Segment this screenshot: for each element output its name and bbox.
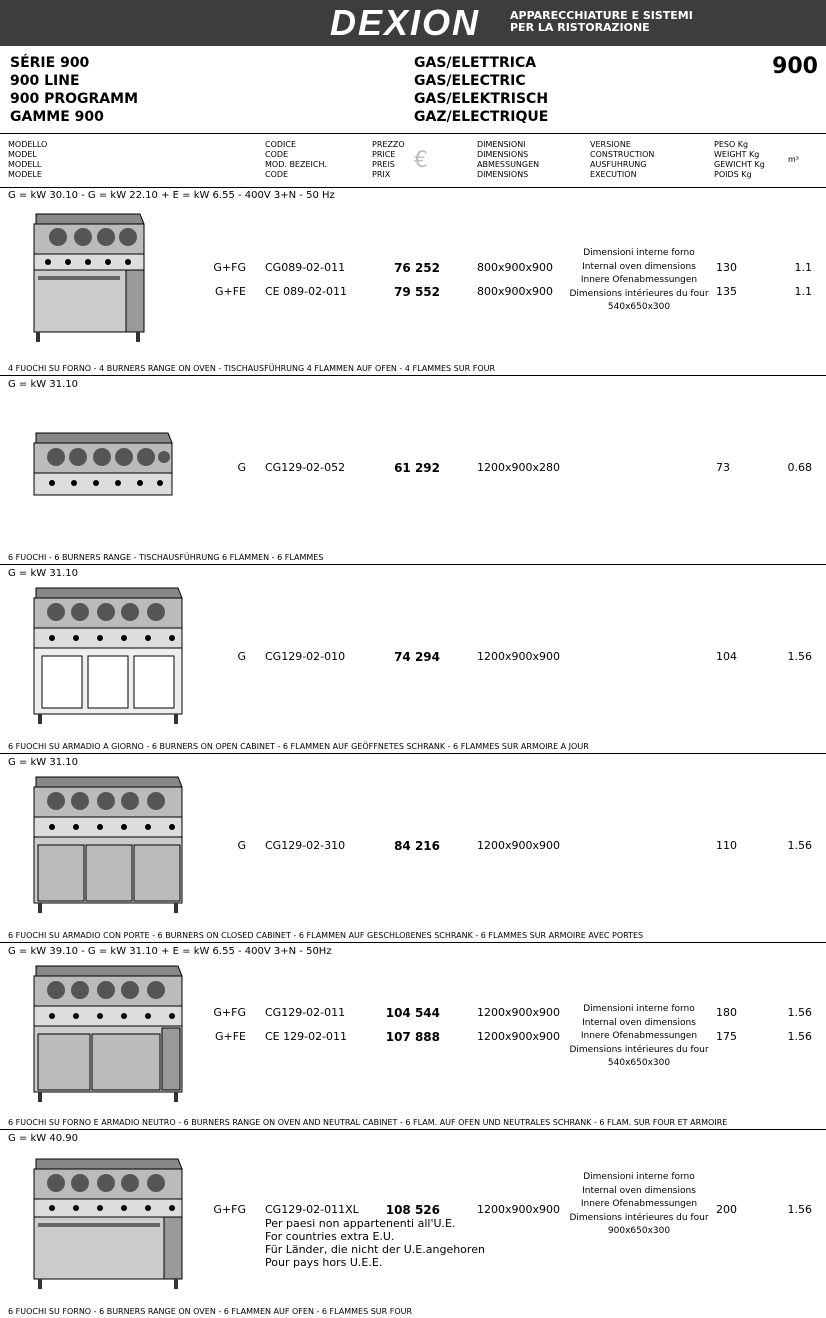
product-code: CG129-02-310 — [265, 839, 346, 852]
product-caption: 6 FUOCHI SU FORNO E ARMADIO NEUTRO - 6 BURNERS RANGE ON OVEN AND NEUTRAL CABINET - 6 FLAM. AUF OFEN UND NEUTRALES SCHRANK - 6 FLAM. SUR FOUR ET ARMOIRE — [8, 1118, 728, 1127]
product-section — [0, 944, 826, 1130]
product-code: CG129-02-011XL — [265, 1203, 359, 1216]
power-type: GAS/ELETTRICA GAS/ELECTRIC GAS/ELEKTRISCH GAZ/ELECTRIQUE — [414, 55, 549, 125]
col-price: PREZZO PRICE PREIS PRIX — [372, 140, 405, 179]
weight: 104 — [716, 650, 737, 663]
product-caption: 6 FUOCHI SU FORNO - 6 BURNERS RANGE ON OVEN - 6 FLAMMEN AUF OFEN - 6 FLAMMES SUR FOUR — [8, 1307, 413, 1316]
version: G — [237, 461, 246, 474]
weight: 110 — [716, 839, 737, 852]
version: G+FE — [214, 285, 246, 298]
version: G+FG — [213, 261, 246, 274]
dimensions: 1200x900x900 — [477, 1203, 561, 1216]
dimensions: 1200x900x900 — [477, 1030, 561, 1043]
power-spec: G = kW 31.10 — [8, 379, 78, 390]
version: G — [237, 839, 246, 852]
volume: 1.56 — [787, 839, 812, 852]
oven-dimensions-note: Dimensioni interne forno Internal oven dimensions Innere Ofenabmessungen Dimensions intérieures du four 540x650x300 — [569, 248, 709, 312]
col-model: MODELLO MODEL MODELL MODELE — [8, 140, 48, 179]
power-spec: G = kW 31.10 — [8, 757, 78, 768]
product-code: CG129-02-052 — [265, 461, 346, 474]
series-names: SÉRIE 900 900 LINE 900 PROGRAMM GAMME 900 — [10, 55, 139, 125]
weight: 73 — [716, 461, 730, 474]
product-section — [0, 1131, 826, 1318]
col-version: VERSIONE CONSTRUCTION AUSFUHRUNG EXECUTION — [590, 140, 655, 179]
product-code: CG089-02-011 — [265, 261, 346, 274]
price: 79 552 — [394, 285, 440, 299]
power-spec: G = kW 39.10 - G = kW 31.10 + E = kW 6.55 - 400V 3+N - 50Hz — [8, 946, 332, 957]
range-top-illustration — [28, 431, 178, 511]
header-divider — [0, 133, 826, 134]
product-section — [0, 755, 826, 943]
brand-banner — [0, 0, 826, 46]
product-code: CE 129-02-011 — [265, 1030, 348, 1043]
dimensions: 1200x900x900 — [477, 650, 561, 663]
weight: 175 — [716, 1030, 737, 1043]
dimensions: 800x900x900 — [477, 285, 554, 298]
dimensions: 1200x900x900 — [477, 1006, 561, 1019]
oven-dimensions-note: Dimensioni interne forno Internal oven dimensions Innere Ofenabmessungen Dimensions intérieures du four 900x650x300 — [569, 1172, 709, 1236]
col-weight: PESO Kg WEIGHT Kg GEWICHT Kg POIDS Kg — [714, 140, 765, 179]
range-open-cabinet-illustration — [28, 586, 188, 726]
range-oven-cabinet-illustration — [28, 964, 188, 1104]
brand-tagline: APPARECCHIATURE E SISTEMI PER LA RISTORAZIONE — [510, 9, 693, 34]
weight: 180 — [716, 1006, 737, 1019]
volume: 1.56 — [787, 650, 812, 663]
version: G+FE — [214, 1030, 246, 1043]
product-section — [0, 188, 826, 376]
weight: 135 — [716, 285, 737, 298]
power-spec: G = kW 30.10 - G = kW 22.10 + E = kW 6.55 - 400V 3+N - 50 Hz — [8, 190, 335, 201]
dimensions: 1200x900x900 — [477, 839, 561, 852]
product-code: CG129-02-011 — [265, 1006, 346, 1019]
product-code: CE 089-02-011 — [265, 285, 348, 298]
price: 76 252 — [394, 261, 440, 275]
power-spec: G = kW 40.90 — [8, 1133, 78, 1144]
product-caption: 6 FUOCHI SU ARMADIO A GIORNO - 6 BURNERS ON OPEN CABINET - 6 FLAMMEN AUF GEÖFFNETES SCHRANK - 6 FLAMMES SUR ARMOIRE A JOUR — [8, 742, 589, 751]
volume: 0.68 — [787, 461, 812, 474]
volume: 1.56 — [787, 1030, 812, 1043]
weight: 200 — [716, 1203, 737, 1216]
volume: 1.1 — [794, 261, 812, 274]
price: 61 292 — [394, 461, 440, 475]
range-closed-cabinet-illustration — [28, 775, 188, 915]
version: G+FG — [213, 1006, 246, 1019]
product-section — [0, 377, 826, 565]
product-caption: 6 FUOCHI - 6 BURNERS RANGE - TISCHAUSFÜHRUNG 6 FLAMMEN - 6 FLAMMES — [8, 553, 324, 562]
col-code: CODICE CODE MOD. BEZEICH. CODE — [265, 140, 327, 179]
price: 104 544 — [385, 1006, 440, 1020]
price: 74 294 — [394, 650, 440, 664]
price: 107 888 — [385, 1030, 440, 1044]
version: G — [237, 650, 246, 663]
price: 108 526 — [385, 1203, 440, 1217]
oven-dimensions-note: Dimensioni interne forno Internal oven dimensions Innere Ofenabmessungen Dimensions intérieures du four 540x650x300 — [569, 1004, 709, 1068]
euro-icon: € — [414, 148, 428, 173]
product-caption: 6 FUOCHI SU ARMADIO CON PORTE - 6 BURNERS ON CLOSED CABINET - 6 FLAMMEN AUF GESCHLOßENES SCHRANK - 6 FLAMMES SUR ARMOIRE AVEC PORTES — [8, 931, 644, 940]
range-large-oven-illustration — [28, 1157, 188, 1291]
version: G+FG — [213, 1203, 246, 1216]
volume: 1.1 — [794, 285, 812, 298]
power-spec: G = kW 31.10 — [8, 568, 78, 579]
brand-logo: DEXION — [330, 2, 481, 43]
volume: 1.56 — [787, 1203, 812, 1216]
range-oven-illustration — [28, 212, 158, 344]
product-code: CG129-02-010 — [265, 650, 346, 663]
col-dimensions: DIMENSIONI DIMENSIONS ABMESSUNGEN DIMENSIONS — [477, 140, 540, 179]
weight: 130 — [716, 261, 737, 274]
series-number: 900 — [772, 54, 818, 79]
export-note: Per paesi non appartenenti all'U.E. For countries extra E.U. Für Länder, die nicht der U.E.angehoren Pour pays hors U.E.E. — [265, 1217, 485, 1269]
col-volume: m³ — [788, 155, 799, 164]
product-section — [0, 566, 826, 754]
product-caption: 4 FUOCHI SU FORNO - 4 BURNERS RANGE ON OVEN - TISCHAUSFÜHRUNG 4 FLAMMEN AUF OFEN - 4 FLAMMES SUR FOUR — [8, 364, 496, 373]
price: 84 216 — [394, 839, 440, 853]
volume: 1.56 — [787, 1006, 812, 1019]
dimensions: 1200x900x280 — [477, 461, 561, 474]
dimensions: 800x900x900 — [477, 261, 554, 274]
